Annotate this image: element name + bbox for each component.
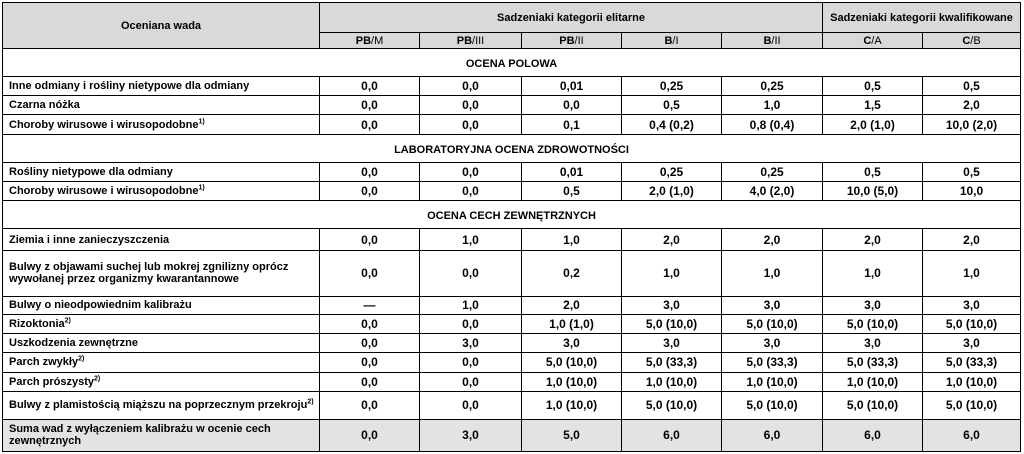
value-cell: 1,0 — [823, 251, 923, 296]
table-row — [3, 162, 1021, 181]
value-cell: 0,0 — [420, 251, 522, 296]
value-cell: 1,0 — [923, 251, 1021, 296]
section-heading-row — [3, 49, 1021, 77]
row-label-text: Bulwy z objawami suchej lub mokrej zgnilizny oprócz wywołanej przez organizmy kwarantannowe — [9, 261, 289, 286]
value-cell: 0,0 — [522, 96, 622, 115]
header-defect: Oceniana wada — [3, 3, 320, 49]
value-cell: — — [320, 296, 420, 314]
header-qualified-group: Sadzeniaki kategorii kwalifikowane — [823, 3, 1021, 33]
row-label-text: Parch zwykły — [9, 356, 79, 369]
table-row — [3, 353, 1021, 372]
table-row — [3, 314, 1021, 333]
value-cell: 0,0 — [420, 96, 522, 115]
value-cell: 5,0 (10,0) — [622, 391, 722, 419]
row-label — [3, 96, 320, 115]
value-cell: 0,0 — [420, 181, 522, 200]
class-prefix: PB — [456, 34, 473, 47]
value-cell: 0,25 — [722, 162, 823, 181]
row-label — [3, 314, 320, 333]
value-cell: 0,0 — [420, 162, 522, 181]
value-cell: 2,0 (1,0) — [622, 181, 722, 200]
class-prefix: B — [763, 34, 772, 47]
class-prefix: B — [664, 34, 673, 47]
header-row-groups — [3, 3, 1021, 33]
value-cell: 2,0 — [522, 296, 622, 314]
class-suffix: /A — [871, 34, 882, 47]
value-cell: 1,0 — [420, 296, 522, 314]
footnote-marker: 2) — [64, 317, 71, 325]
value-cell: 5,0 (10,0) — [923, 391, 1021, 419]
header-class — [420, 33, 522, 49]
class-suffix: /I — [672, 34, 679, 47]
summary-value-cell: 6,0 — [622, 419, 722, 451]
class-suffix: /II — [574, 34, 584, 47]
value-cell: 0,0 — [320, 96, 420, 115]
value-cell: 3,0 — [522, 334, 622, 353]
value-cell: 5,0 (33,3) — [622, 353, 722, 372]
value-cell: 0,1 — [522, 115, 622, 134]
value-cell: 1,0 — [622, 251, 722, 296]
row-label — [3, 228, 320, 251]
value-cell: 0,01 — [522, 162, 622, 181]
section-heading-row — [3, 201, 1021, 229]
value-cell: 1,0 (10,0) — [522, 391, 622, 419]
value-cell: 3,0 — [622, 334, 722, 353]
value-cell: 3,0 — [923, 334, 1021, 353]
value-cell: 10,0 (5,0) — [823, 181, 923, 200]
value-cell: 5,0 (33,3) — [923, 353, 1021, 372]
row-label — [3, 296, 320, 314]
row-label-text: Ziemia i inne zanieczyszczenia — [9, 233, 170, 246]
value-cell: 0,0 — [320, 228, 420, 251]
value-cell: 3,0 — [420, 334, 522, 353]
value-cell: 0,0 — [320, 251, 420, 296]
table-row — [3, 251, 1021, 296]
table-row — [3, 296, 1021, 314]
value-cell: 0,0 — [320, 372, 420, 391]
row-label — [3, 181, 320, 200]
value-cell: 0,4 (0,2) — [622, 115, 722, 134]
value-cell: 0,5 — [923, 76, 1021, 95]
class-suffix: /B — [970, 34, 981, 47]
value-cell: 10,0 (2,0) — [923, 115, 1021, 134]
value-cell: 5,0 (33,3) — [722, 353, 823, 372]
footnote-marker: 1) — [198, 184, 205, 192]
class-suffix: /II — [771, 34, 781, 47]
value-cell: 0,0 — [420, 76, 522, 95]
header-elite-group: Sadzeniaki kategorii elitarne — [320, 3, 823, 33]
row-label — [3, 391, 320, 419]
row-label-text: Uszkodzenia zewnętrzne — [9, 337, 138, 350]
value-cell: 0,5 — [522, 181, 622, 200]
summary-row — [3, 419, 1021, 451]
footnote-marker: 2) — [78, 355, 85, 363]
table-row — [3, 372, 1021, 391]
summary-value-cell: 5,0 — [522, 419, 622, 451]
value-cell: 0,01 — [522, 76, 622, 95]
value-cell: 1,0 (1,0) — [522, 314, 622, 333]
value-cell: 0,0 — [320, 314, 420, 333]
value-cell: 5,0 (10,0) — [722, 314, 823, 333]
value-cell: 0,0 — [320, 391, 420, 419]
footnote-marker: 1) — [198, 117, 205, 125]
value-cell: 10,0 — [923, 181, 1021, 200]
value-cell: 0,2 — [522, 251, 622, 296]
table-row — [3, 76, 1021, 95]
class-prefix: C — [863, 34, 872, 47]
row-label-text: Bulwy o nieodpowiednim kalibrażu — [9, 299, 192, 312]
row-label — [3, 334, 320, 353]
value-cell: 1,0 (10,0) — [622, 372, 722, 391]
row-label-text: Czarna nóżka — [9, 99, 80, 112]
value-cell: 0,0 — [420, 314, 522, 333]
header-class — [622, 33, 722, 49]
class-prefix: C — [962, 34, 971, 47]
row-label — [3, 162, 320, 181]
row-label-text: Inne odmiany i rośliny nietypowe dla odmiany — [9, 80, 250, 92]
section-title: LABORATORYJNA OCENA ZDROWOTNOŚCI — [3, 134, 1021, 162]
value-cell: 3,0 — [622, 296, 722, 314]
value-cell: 5,0 (10,0) — [923, 314, 1021, 333]
section-title: OCENA POLOWA — [3, 49, 1021, 77]
value-cell: 0,0 — [320, 353, 420, 372]
tuber-defect-tolerance-table — [2, 2, 1021, 452]
value-cell: 0,0 — [320, 162, 420, 181]
header-class — [823, 33, 923, 49]
value-cell: 3,0 — [722, 296, 823, 314]
row-label — [3, 372, 320, 391]
value-cell: 0,0 — [320, 181, 420, 200]
header-class — [722, 33, 823, 49]
summary-label: Suma wad z wyłączeniem kalibrażu w ocenie cech zewnętrznych — [3, 419, 320, 451]
row-label-text: Rośliny nietypowe dla odmiany — [9, 165, 173, 178]
row-label — [3, 353, 320, 372]
value-cell: 2,0 — [823, 228, 923, 251]
table-row — [3, 115, 1021, 134]
value-cell: 5,0 (33,3) — [823, 353, 923, 372]
summary-value-cell: 0,0 — [320, 419, 420, 451]
value-cell: 0,0 — [320, 115, 420, 134]
row-label — [3, 251, 320, 296]
footnote-marker: 2) — [93, 375, 101, 383]
row-label — [3, 115, 320, 134]
value-cell: 1,0 — [522, 228, 622, 251]
value-cell: 0,0 — [420, 391, 522, 419]
section-title: OCENA CECH ZEWNĘTRZNYCH — [3, 201, 1021, 229]
value-cell: 3,0 — [923, 296, 1021, 314]
class-suffix: /III — [472, 34, 485, 47]
value-cell: 5,0 (10,0) — [823, 314, 923, 333]
value-cell: 4,0 (2,0) — [722, 181, 823, 200]
table-row — [3, 334, 1021, 353]
value-cell: 0,25 — [622, 162, 722, 181]
summary-value-cell: 6,0 — [923, 419, 1021, 451]
table-row — [3, 228, 1021, 251]
header-class — [522, 33, 622, 49]
value-cell: 2,0 — [622, 228, 722, 251]
row-label-text: Bulwy z plamistością miąższu na poprzecznym przekroju — [9, 399, 308, 412]
value-cell: 1,0 (10,0) — [923, 372, 1021, 391]
summary-value-cell: 6,0 — [722, 419, 823, 451]
value-cell: 2,0 — [923, 96, 1021, 115]
value-cell: 0,25 — [622, 76, 722, 95]
value-cell: 2,0 — [923, 228, 1021, 251]
table-row — [3, 391, 1021, 419]
value-cell: 2,0 (1,0) — [823, 115, 923, 134]
value-cell: 0,5 — [823, 162, 923, 181]
value-cell: 0,8 (0,4) — [722, 115, 823, 134]
value-cell: 3,0 — [823, 334, 923, 353]
table-row — [3, 96, 1021, 115]
value-cell: 5,0 (10,0) — [823, 391, 923, 419]
value-cell: 0,0 — [420, 372, 522, 391]
class-suffix: /M — [371, 34, 384, 47]
value-cell: 5,0 (10,0) — [622, 314, 722, 333]
value-cell: 1,0 (10,0) — [522, 372, 622, 391]
summary-value-cell: 6,0 — [823, 419, 923, 451]
row-label-text: Choroby wirusowe i wirusopodobne — [9, 118, 199, 131]
row-label-text: Choroby wirusowe i wirusopodobne — [9, 184, 199, 197]
class-prefix: PB — [355, 34, 372, 47]
value-cell: 0,0 — [320, 334, 420, 353]
value-cell: 3,0 — [823, 296, 923, 314]
row-label-text: Rizoktonia — [9, 317, 65, 330]
value-cell: 0,5 — [823, 76, 923, 95]
value-cell: 1,0 — [420, 228, 522, 251]
value-cell: 1,0 — [722, 251, 823, 296]
summary-value-cell: 3,0 — [420, 419, 522, 451]
class-prefix: PB — [559, 34, 575, 47]
value-cell: 5,0 (10,0) — [522, 353, 622, 372]
value-cell: 5,0 (10,0) — [722, 391, 823, 419]
value-cell: 0,5 — [622, 96, 722, 115]
header-class — [320, 33, 420, 49]
value-cell: 3,0 — [722, 334, 823, 353]
value-cell: 0,0 — [320, 76, 420, 95]
value-cell: 1,0 (10,0) — [722, 372, 823, 391]
value-cell: 1,0 (10,0) — [823, 372, 923, 391]
footnote-marker: 2) — [307, 398, 314, 406]
header-class — [923, 33, 1021, 49]
value-cell: 1,5 — [823, 96, 923, 115]
row-label-text: Parch prószysty — [9, 375, 94, 388]
value-cell: 2,0 — [722, 228, 823, 251]
table-row — [3, 181, 1021, 200]
row-label — [3, 76, 320, 95]
value-cell: 0,25 — [722, 76, 823, 95]
value-cell: 0,0 — [420, 115, 522, 134]
section-heading-row — [3, 134, 1021, 162]
value-cell: 1,0 — [722, 96, 823, 115]
value-cell: 0,5 — [923, 162, 1021, 181]
value-cell: 0,0 — [420, 353, 522, 372]
